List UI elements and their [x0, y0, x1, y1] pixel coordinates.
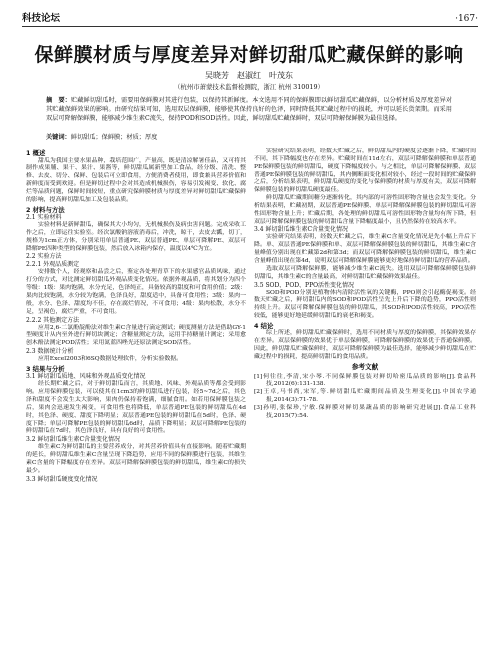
reference-item: [1]何往往,李清,宋小琴.不同保鲜膜包装对鲜切哈密瓜品质的影响[J].食品科技,2012(6):131-138.	[254, 373, 476, 388]
body-paragraph: 选取双层可降解保鲜膜，能够减少维生素C流失。选用双层可降解保鲜膜包装鲜切甜瓜，其维生素C的含量最高，对鲜切甜瓜贮藏保鲜效果最佳。	[254, 265, 476, 280]
body-paragraph: 实验材料是新鲜甜瓜，确保其大小均匀，无机械损伤及病虫害问题。完成采收工作之后，立即运往实验室。经次氯酸钠溶液消毒后，冲洗，晾干，去皮去瓤，切丁，规格为1cm正方体，分别采用单层普通PE、双层普通PE、单层可降解PE、双层可降解PE四种类型的保鲜膜包装，然后放入冰箱内保存，温度以4℃为宜。	[26, 222, 246, 252]
references-heading: 参考文献	[351, 362, 379, 371]
subsection-heading: 2.1 实验材料	[26, 214, 62, 222]
body-paragraph: SOD和POD分别是植物体内清除活性氧的关键酶，PPO则会引起酶促褐变。经数天贮藏之后，鲜切甜瓜内的SOD和POD活性呈先上升后下降的趋势，PPO活性则持续上升。双层可降解保鲜膜包装的鲜切甜瓜，其SOD和POD活性较高，PPO活性较低，能够更好地延缓鲜切甜瓜的衰老和褐变。	[254, 289, 476, 320]
section-heading: 3 结果与分析	[26, 364, 65, 373]
body-paragraph: 经长期贮藏之后，对于鲜切甜瓜而言，其质地、风味、外观品质等都会受到影响。应用保鲜膜包装，可以使其在1cm3的鲜切甜瓜进行包装，经5~7d之后，其色泽和甜度不会发生太大影响，果肉仍保持着饱满，细腻食用。如若用保鲜膜包装之后，果肉会迅速发生褐变，可食用性也将降低，单层普通PE包装的鲜切甜瓜在4d时，其色泽、硬度、甜度下降明显；双层普通PE包装的鲜切甜瓜在5d时，色泽、硬度下降；单层可降解PE包装的鲜切甜瓜6d时，品质下降明显；双层可降解PE包装的鲜切甜瓜在7d时，其色泽良好，具有良好的可食用性。	[26, 381, 246, 435]
body-paragraph: 应用Excel2003和6SQ数据处理软件，分析实验数据。	[38, 356, 183, 363]
abstract	[46, 96, 452, 123]
subsection-heading: 2.3 数据统计分析	[26, 348, 74, 356]
subsection-heading: 2.2 实验方法	[26, 253, 62, 261]
section-heading: 4 结论	[254, 321, 274, 330]
body-paragraph: 综上所述，鲜切甜瓜贮藏保鲜时，选用不同材质与厚度的保鲜膜，其保鲜效果存在差异。双层保鲜膜的效果优于单层保鲜膜，可降解保鲜膜的效果优于普通保鲜膜。因此，鲜切甜瓜贮藏保鲜时，双层可降解保鲜膜为最佳选择，能够减少鲜切甜瓜在贮藏过程中的损耗，提高鲜切甜瓜的食用品质。	[254, 330, 476, 360]
abstract-label: 摘 要：	[46, 97, 71, 104]
affiliation: （杭州市萧蒙技术监督检测院，浙江 杭州 310019）	[174, 83, 324, 91]
page-number: ·167·	[455, 14, 478, 24]
subsection-heading: 3.1 鲜切甜瓜质地、风味和外观品质变化情况	[26, 373, 146, 381]
keywords	[46, 132, 452, 141]
keywords-label: 关键词：	[46, 134, 71, 141]
body-paragraph: 实验研究结果表明，经数天贮藏之后，鲜切甜瓜内的硬度会逐渐下降，贮藏时间不同，其下降幅度也存在差异。贮藏时间在11d左右，双层可降解保鲜膜和单层普通PE保鲜膜包装的鲜切甜瓜，硬度下降幅度较小。与之相比，单层可降解保鲜膜、双层普通PE保鲜膜包装的鲜切甜瓜，其内侧断面变化相对较小，经过一段时间的贮藏保鲜之后，分析结果表明，鲜切甜瓜硬度的变化与保鲜膜的材质与厚度有关，双层可降解保鲜膜包装的鲜切甜瓜硬度最佳。	[254, 148, 476, 194]
body-column-left	[26, 148, 246, 666]
running-header	[22, 8, 478, 27]
reference-item: [3]孙明,张保珍,宁敏.保鲜膜对鲜切果蔬品质的影响研究进展[J].食品工业科技,2015(7):54.	[254, 404, 476, 419]
keywords-text: 鲜切甜瓜；保鲜膜；材质；厚度	[70, 134, 158, 141]
body-paragraph: 鲜切甜瓜贮藏期间糖分逐渐转化，其内部的可溶性固形物含量也会发生变化。分析结果表明，贮藏初期，双层普通PE保鲜膜、单层可降解保鲜膜包装的鲜切甜瓜可溶性固形物含量上升；贮藏后期，各处理的鲜切甜瓜可溶性固形物含量均有所下降，但双层可降解保鲜膜包装的鲜切甜瓜含量下降幅度最小，且仍然保持在较高水平。	[254, 195, 476, 225]
subsection-heading: 2.2.1 外观品质测定	[26, 261, 80, 269]
body-paragraph: 甜瓜为我国主要水果品种，栽培范围广，产量高，既是清凉解暑佳品，又可将其制作成果脯、果干、果汁、果酱等，鲜切甜瓜属新型加工食品，经分级、清洗、整修、去皮、切分、保鲜、包装后可立即食用，方便消费者使用，即食兼具营养价值和新鲜度而受到欢迎。但是鲜切过程中会对其造成机械损伤，容易引发褐变、软化、腐烂等品质问题，保鲜时间较短，重点研究保鲜膜材质与厚度差异对鲜切甜瓜贮藏保鲜的影响，提高鲜切甜瓜加工及包装品质。	[26, 157, 246, 203]
body-paragraph: 维生素C为鲜切甜瓜的主要营养成分，对其营养价值具有直接影响。随着贮藏期的延长，鲜切甜瓜维生素C含量呈现下降趋势，应用不同的保鲜膜进行包装，其维生素C含量的下降幅度存在差异。双层可降解保鲜膜包装的鲜切甜瓜，维生素C的损失最少。	[26, 444, 246, 474]
body-paragraph: 应用2,6-二氯酚靛酚法对维生素C含量进行滴定测试；硬度测量方法是借助GY-1型硬度计从内至外进行鲜切块测定；含糖量测定方法，运用手持糖量计测定；采用愈创木酚法测定POD活性；采用氮蓝四唑光还原法测定SOD活性。	[26, 324, 246, 347]
body-paragraph: 安排数个人，经观察和品尝之后，鉴定各处理青草下的水果感官品质风味，通过打分的方式，对比测定鲜切甜瓜外观品质变化情况。依据外观品质，将其划分为四个等级：1级：果肉饱满，水分充足，色泽纯正，具备较高的甜度和可食用价值；2级：果肉比较饱满，水分较为饱满，色泽良好，甜度适中，具备可食用性；3级：果肉一般，水分、色泽、甜度均不佳，存在腐烂情况，不可食用；4级：果肉松散，水分不足，呈褐色，腐烂严重，不可食用。	[26, 269, 246, 315]
journal-name: 科技论坛	[22, 13, 61, 24]
subsection-heading: 3.5 SOD、POD、PPO活性变化情况	[254, 281, 355, 289]
body-column-right	[254, 148, 476, 666]
reference-item: [2]王卓,马书尚,宋军,等.鲜切甜瓜贮藏期间品质及生理变化[J].中国农学通报,2014(3):71-78.	[254, 389, 476, 404]
body-paragraph: 实验研究结果表明，经数天贮藏之后，维生素C含量变化情况是先小幅上升后下降。单、双层普通PE保鲜膜和单、双层可降解保鲜膜包装的鲜切甜瓜，其维生素C含量峰值分别出现在贮藏第2d和第3d；而双层可降解保鲜膜包装的鲜切甜瓜，维生素C含量峰值出现在第4d，说明双层可降解保鲜膜能够更好地保持鲜切甜瓜的营养品质。	[254, 234, 476, 264]
section-heading: 2 材料与方法	[26, 205, 65, 214]
subsection-heading: 3.4 鲜切甜瓜维生素C含量变化情况	[254, 226, 349, 234]
subsection-heading: 3.3 鲜切甜瓜硬度变化情况	[26, 475, 98, 483]
abstract-text: 贮藏鲜切甜瓜时，需要用保鲜膜对其进行包装，以保持其新鲜度。本文选用不同的保鲜膜即以鲜切甜瓜贮藏保鲜，以分析材质及厚度差异对其贮藏保鲜效果的影响。由研究结果可知，选用双层保鲜膜，能够使其保持良好的色泽，同时降低其贮藏过程中的损耗，并可以延长货架期。而采用双层可降解保鲜膜，能够减少维生素C流失，保持POD和SOD活性。因此，鲜切甜瓜贮藏保鲜时，双层可降解保鲜膜为最佳选择。	[46, 97, 453, 122]
subsection-heading: 2.2.2 其他测定方法	[26, 316, 80, 324]
authors: 吴晓芳 赵淑红 叶茂东	[205, 71, 293, 80]
subsection-heading: 3.2 鲜切甜瓜维生素C含量变化情况	[26, 436, 121, 444]
article-title: 保鲜膜材质与厚度差异对鲜切甜瓜贮藏保鲜的影响	[34, 44, 464, 66]
section-heading: 1 概述	[26, 149, 46, 157]
